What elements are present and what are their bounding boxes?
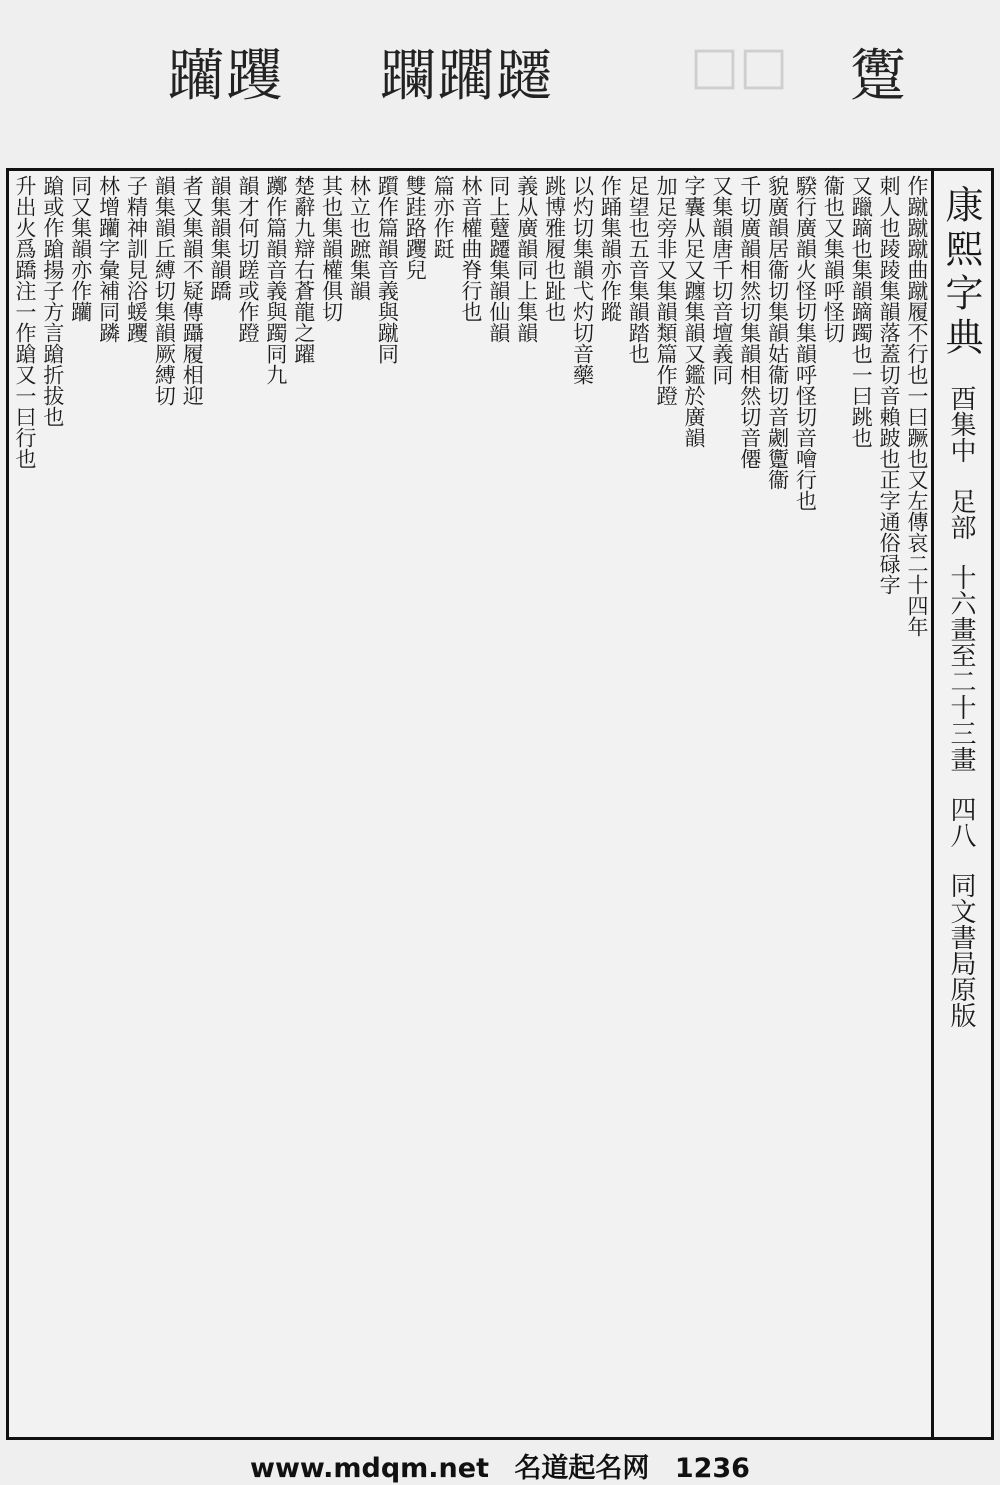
seal-glyphs-left: 躪躩: [168, 44, 284, 109]
text-column: 者又集韻不疑傳躡履相迎: [180, 175, 205, 406]
text-column: 作蹴蹴蹴曲蹴履不行也一曰蹶也又左傳哀二十四年: [905, 175, 929, 637]
text-column: 足望也五音集韻踏也: [626, 175, 651, 364]
text-column: 加足旁非又集韻類篇作蹬: [654, 175, 679, 406]
footer-site: www.mdqm.net: [250, 1453, 489, 1484]
text-column: 騤行廣韻火怪切集韻呼怪切音噲行也: [793, 175, 818, 511]
text-column: 其也集韻權俱切: [319, 175, 344, 322]
text-column: 躓作篇韻音義與蹴同: [375, 175, 400, 364]
text-column: 升出火爲蹻注一作蹌又一曰行也: [13, 175, 37, 469]
collection-label: 酉集中: [946, 385, 976, 464]
text-column: 義从廣韻同上集韻: [514, 175, 539, 343]
footer-name: 名道起名网: [514, 1453, 650, 1484]
text-column: 韻才何切蹉或作蹬: [236, 175, 260, 343]
text-column: 又躐蹢也集韻蹢躅也一曰跳也: [849, 175, 874, 448]
seal-glyphs-right: 躗: [850, 44, 908, 109]
text-column: 韻集韻集韻蹻: [208, 175, 233, 301]
text-column: 林增躪字彙補同蹸: [96, 175, 121, 343]
publisher-label: 同文書局原版: [946, 872, 976, 1029]
seal-glyphs-mid: 躝躙躚: [380, 44, 554, 109]
running-header: [931, 171, 991, 1437]
text-column: 字囊从足又躔集韻又鑑於廣韻: [682, 175, 706, 448]
stroke-range-label: 十六畫至二十三畫: [946, 563, 976, 772]
text-column: 韻集韻丘縛切集韻厥縛切: [152, 175, 177, 406]
radical-label: 足部: [946, 487, 976, 540]
text-column: 蹌或作蹌揚子方言蹌折拔也: [41, 175, 65, 427]
text-column: 同上躠躚集韻仙韻: [487, 175, 511, 343]
text-column: 作踊集韻亦作蹤: [598, 175, 623, 322]
text-column: 楚辭九辯右蒼龍之躍: [291, 175, 316, 364]
text-column: 雙跬路躩兒: [403, 175, 428, 280]
text-column: 躑作篇韻音義與躅同九: [264, 175, 288, 385]
dictionary-page-frame: [6, 168, 994, 1440]
dictionary-text-columns: [13, 175, 933, 1431]
book-title: 康熙字典: [939, 185, 983, 361]
text-column: 林立也蹠集韻: [347, 175, 372, 301]
page-footer: [0, 1446, 1000, 1484]
seal-script-row: [0, 18, 1000, 136]
text-column: 以灼切集韻弋灼切音藥: [570, 175, 595, 385]
text-column: 同又集韻亦作躪: [68, 175, 93, 322]
faint-seal-glyphs: □□: [690, 36, 789, 96]
text-column: 貌廣韻居衞切集韻姑衞切音劌躛衞: [765, 175, 790, 490]
text-column: 千切廣韻相然切集韻相然切音僊: [737, 175, 762, 469]
text-column: 林音權曲脊行也: [459, 175, 483, 322]
text-column: 又集韻唐千切音壇義同: [710, 175, 734, 385]
text-column: 跳博雅履也趾也: [542, 175, 567, 322]
text-column: 篇亦作跹: [431, 175, 456, 259]
text-column: 刺人也踜踜集韻落蓋切音賴跛也正字通俗碌字: [877, 175, 902, 595]
text-column: 衞也又集韻呼怪切: [821, 175, 846, 343]
folio-number: 四八: [946, 796, 976, 849]
footer-page-number: 1236: [674, 1453, 750, 1484]
text-column: 子精神訓見浴蝯躩: [124, 175, 149, 343]
